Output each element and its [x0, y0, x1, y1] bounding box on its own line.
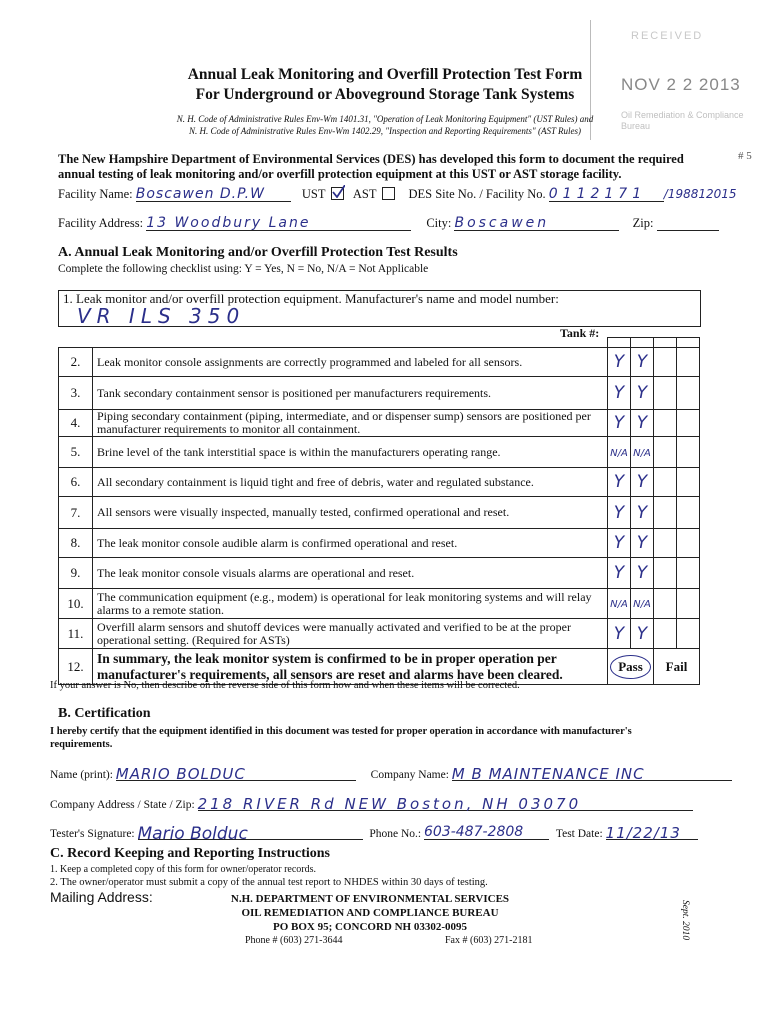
form-title-line1: Annual Leak Monitoring and Overfill Protection Test Form — [187, 66, 583, 83]
section-b-heading: B. Certification — [58, 706, 151, 721]
facility-address-row — [58, 215, 719, 231]
tank-answer-mark: Y — [636, 502, 648, 523]
correction-footnote: If your answer is No, then describe on the reverse side of this form how and when these items will be corrected. — [50, 680, 520, 691]
margin-note: # 5 — [738, 150, 752, 162]
city-field[interactable] — [454, 215, 619, 231]
summary-description: In summary, the leak monitor system is confirmed to be in proper operation per manufacturer's requirements, all sensors are reset and alarms have been cleared. — [93, 649, 608, 685]
checklist-row — [59, 529, 700, 558]
item-1-text: 1. Leak monitor and/or overfill protection equipment. Manufacturer's name and model number: — [63, 291, 559, 306]
tank-answer-cell[interactable] — [631, 348, 654, 377]
form-title-line2: For Underground or Aboveground Storage Tank Systems — [195, 86, 575, 103]
item-number: 8. — [59, 529, 93, 558]
stamp-bureau: Oil Remediation & Compliance Bureau — [621, 110, 744, 131]
item-number: 5. — [59, 437, 93, 468]
tank-column-header — [677, 338, 700, 348]
tank-answer-mark: Y — [613, 623, 625, 644]
site-no-field[interactable] — [549, 186, 664, 202]
ast-checkbox[interactable] — [382, 187, 395, 200]
item-description: Overfill alarm sensors and shutoff devices were manually activated and verified to be at the proper operational setting. (Required for ASTs) — [93, 619, 608, 649]
tester-name-value: MARIO BOLDUC — [115, 765, 246, 783]
checklist-row — [59, 437, 700, 468]
tank-answer-cell[interactable] — [608, 437, 631, 468]
rule-citation-1: N. H. Code of Administrative Rules Env-Wm 1401.31, "Operation of Leak Monitoring Equipment" (UST Rules) and — [176, 114, 594, 124]
tank-answer-mark: Y — [636, 563, 648, 583]
tank-answer-mark: Y — [613, 352, 625, 372]
tank-answer-cell[interactable] — [654, 529, 677, 558]
fail-cell[interactable] — [654, 649, 700, 685]
item-number: 9. — [59, 558, 93, 589]
tank-answer-cell[interactable] — [608, 410, 631, 437]
tank-answer-cell[interactable] — [677, 529, 700, 558]
section-a-heading: A. Annual Leak Monitoring and/or Overfill Protection Test Results — [58, 245, 458, 260]
signature-value: Mario Bolduc — [137, 824, 248, 844]
bureau-fax: Fax # (603) 271-2181 — [445, 935, 533, 946]
checklist-row — [59, 348, 700, 377]
facility-address-label: Facility Address: — [58, 216, 144, 230]
tank-answer-cell[interactable] — [608, 468, 631, 497]
company-name-label: Company Name: — [370, 769, 449, 781]
mailing-line-1: N.H. DEPARTMENT OF ENVIRONMENTAL SERVICES — [230, 893, 510, 905]
tank-answer-cell[interactable] — [677, 589, 700, 619]
name-company-row — [50, 765, 732, 781]
fail-label: Fail — [665, 658, 688, 674]
item-number: 4. — [59, 410, 93, 437]
checklist-row — [59, 619, 700, 649]
company-name-field[interactable] — [452, 765, 732, 781]
test-date-value: 11/22/13 — [605, 824, 681, 842]
tank-answer-cell[interactable] — [677, 468, 700, 497]
tank-header-row — [59, 338, 700, 348]
tank-answer-cell[interactable] — [631, 377, 654, 410]
tank-answer-mark: Y — [636, 413, 648, 433]
facility-address-field[interactable] — [146, 215, 411, 231]
pass-cell[interactable] — [608, 649, 654, 685]
ast-label: AST — [352, 187, 377, 201]
tank-answer-cell[interactable] — [631, 589, 654, 619]
item-description: Piping secondary containment (piping, intermediate, and or dispenser sump) sensors are positioned per manufacturer requirements to monitor all containment. — [93, 410, 608, 437]
city-value: Boscawen — [454, 215, 550, 231]
stamp-received-text: RECEIVED — [631, 30, 704, 42]
rule-citation-2: N. H. Code of Administrative Rules Env-Wm 1402.29, "Inspection and Reporting Requirements" (AST Rules) — [188, 126, 582, 136]
zip-label: Zip: — [632, 216, 654, 230]
instruction-item-2: 2. The owner/operator must submit a copy of the annual test report to NHDES within 30 days of testing. — [50, 877, 488, 888]
stamp-date: NOV 2 2 2013 — [621, 75, 741, 94]
tank-answer-cell[interactable] — [631, 468, 654, 497]
tank-answer-cell[interactable] — [677, 437, 700, 468]
item-number: 10. — [59, 589, 93, 619]
facility-name-row — [58, 186, 737, 202]
site-no-extra: /198812015 — [663, 187, 737, 201]
tank-answer-cell[interactable] — [631, 558, 654, 589]
check-mark-icon — [332, 185, 345, 198]
item-number: 11. — [59, 619, 93, 649]
item-description: All secondary containment is liquid tight and free of debris, water and regulated substance. — [93, 468, 608, 497]
tank-answer-mark: N/A — [633, 599, 651, 610]
tank-answer-cell[interactable] — [608, 558, 631, 589]
signature-label: Tester's Signature: — [50, 828, 135, 840]
tank-answer-mark: Y — [613, 383, 625, 403]
item-description: The leak monitor console visuals alarms are operational and reset. — [93, 558, 608, 589]
item-number: 2. — [59, 348, 93, 377]
tank-answer-cell[interactable] — [608, 529, 631, 558]
test-date-label: Test Date: — [555, 828, 603, 840]
tank-answer-cell[interactable] — [631, 529, 654, 558]
tank-answer-cell[interactable] — [677, 410, 700, 437]
checklist-row — [59, 377, 700, 410]
tank-column-header — [654, 338, 677, 348]
section-a-instructions: Complete the following checklist using: Y = Yes, N = No, N/A = Not Applicable — [58, 263, 429, 275]
tank-answer-cell[interactable] — [654, 497, 677, 529]
facility-name-label: Facility Name: — [58, 187, 133, 201]
certification-statement: I hereby certify that the equipment identified in this document was tested for proper operation in accordance with manufacturer's requirements. — [50, 726, 632, 750]
item-1-model-value: VR ILS 350 — [77, 304, 246, 328]
company-address-field[interactable] — [198, 795, 693, 811]
tank-answer-cell[interactable] — [654, 468, 677, 497]
tank-answer-mark: Y — [613, 502, 625, 523]
item-1-box[interactable] — [58, 290, 701, 327]
checklist-row — [59, 497, 700, 529]
tank-answer-cell[interactable] — [631, 437, 654, 468]
tank-answer-cell[interactable] — [654, 437, 677, 468]
checklist-table — [58, 337, 700, 685]
tank-answer-cell[interactable] — [677, 377, 700, 410]
ust-checkbox[interactable] — [331, 187, 344, 200]
checklist-row — [59, 558, 700, 589]
signature-field[interactable] — [137, 824, 363, 844]
tank-answer-cell[interactable] — [654, 348, 677, 377]
tank-answer-cell[interactable] — [677, 558, 700, 589]
tank-answer-cell[interactable] — [631, 410, 654, 437]
item-number: 3. — [59, 377, 93, 410]
company-name-value: M B MAINTENANCE INC — [451, 765, 645, 783]
facility-name-field[interactable] — [136, 186, 291, 202]
checklist-row — [59, 589, 700, 619]
tank-answer-cell[interactable] — [654, 558, 677, 589]
tank-answer-mark: Y — [613, 533, 625, 553]
tank-answer-cell[interactable] — [677, 619, 700, 649]
instruction-item-1: 1. Keep a completed copy of this form for owner/operator records. — [50, 864, 317, 875]
tank-answer-cell[interactable] — [631, 619, 654, 649]
tank-answer-cell[interactable] — [608, 619, 631, 649]
tank-answer-cell[interactable] — [654, 410, 677, 437]
tank-answer-mark: Y — [636, 623, 648, 644]
city-label: City: — [426, 216, 452, 230]
tester-name-field[interactable] — [116, 765, 356, 781]
facility-name-value: Boscawen D.P.W — [135, 186, 265, 202]
signature-row — [50, 824, 698, 844]
facility-address-value: 13 Woodbury Lane — [146, 215, 311, 231]
company-address-label: Company Address / State / Zip: — [50, 799, 195, 811]
tank-answer-mark: Y — [613, 563, 625, 583]
tank-answer-cell[interactable] — [677, 497, 700, 529]
tank-answer-cell[interactable] — [631, 497, 654, 529]
tank-column-header — [608, 338, 631, 348]
tank-answer-cell[interactable] — [608, 377, 631, 410]
zip-field[interactable] — [657, 215, 719, 231]
intro-paragraph: The New Hampshire Department of Environmental Services (DES) has developed this form to document the required annual testing of leak monitoring and/or overfill protection equipment at this UST or AST storage facility. — [58, 152, 684, 181]
phone-value: 603-487-2808 — [424, 824, 524, 840]
item-description: All sensors were visually inspected, manually tested, confirmed operational and reset. — [93, 497, 608, 529]
tank-answer-cell[interactable] — [608, 589, 631, 619]
header-spacer — [59, 338, 93, 348]
tank-answer-mark: N/A — [610, 599, 628, 610]
tank-answer-mark: Y — [636, 533, 648, 553]
tank-answer-cell[interactable] — [608, 497, 631, 529]
tank-answer-mark: Y — [613, 472, 625, 492]
section-c-heading: C. Record Keeping and Reporting Instructions — [50, 846, 331, 861]
item-description: Leak monitor console assignments are correctly programmed and labeled for all sensors. — [93, 348, 608, 377]
tank-answer-cell[interactable] — [654, 619, 677, 649]
tank-column-header — [631, 338, 654, 348]
checklist-row — [59, 468, 700, 497]
pass-label: Pass — [610, 655, 651, 679]
tank-answer-mark: Y — [636, 472, 648, 492]
bureau-phone: Phone # (603) 271-3644 — [245, 935, 343, 946]
tank-answer-cell[interactable] — [608, 348, 631, 377]
tank-answer-cell[interactable] — [654, 377, 677, 410]
mailing-line-2: OIL REMEDIATION AND COMPLIANCE BUREAU — [241, 907, 499, 919]
tank-answer-mark: Y — [613, 413, 625, 433]
item-number: 12. — [59, 649, 93, 685]
tester-name-label: Name (print): — [50, 769, 113, 781]
tank-answer-mark: N/A — [610, 447, 628, 459]
company-address-row — [50, 795, 693, 811]
item-description: The leak monitor console audible alarm is confirmed operational and reset. — [93, 529, 608, 558]
item-description: Tank secondary containment sensor is positioned per manufacturers requirements. — [93, 377, 608, 410]
test-date-field[interactable] — [606, 824, 698, 840]
item-description: The communication equipment (e.g., modem) is operational for leak monitoring systems and will relay alarms to a remote station. — [93, 589, 608, 619]
mailing-line-3: PO BOX 95; CONCORD NH 03302-0095 — [272, 921, 468, 933]
item-number: 7. — [59, 497, 93, 529]
revision-date: Sept. 2010 — [680, 900, 690, 941]
tank-answer-cell[interactable] — [677, 348, 700, 377]
phone-label: Phone No.: — [369, 828, 422, 840]
tank-answer-mark: Y — [636, 352, 648, 372]
phone-field[interactable] — [424, 824, 549, 840]
company-address-value: 218 RIVER Rd NEW Boston, NH 03070 — [197, 795, 582, 813]
tank-answer-mark: Y — [636, 383, 648, 403]
ust-label: UST — [301, 187, 326, 201]
header-spacer — [93, 338, 608, 348]
tank-answer-mark: N/A — [633, 447, 651, 459]
site-no-value: 0112171 — [548, 186, 647, 202]
checklist-row — [59, 410, 700, 437]
tank-answer-cell[interactable] — [654, 589, 677, 619]
tank-number-label: Tank #: — [560, 326, 600, 340]
mailing-address-label: Mailing Address: — [50, 889, 153, 905]
site-no-label: DES Site No. / Facility No. — [408, 187, 546, 201]
item-description: Brine level of the tank interstitial space is within the manufacturers operating range. — [93, 437, 608, 468]
item-number: 6. — [59, 468, 93, 497]
